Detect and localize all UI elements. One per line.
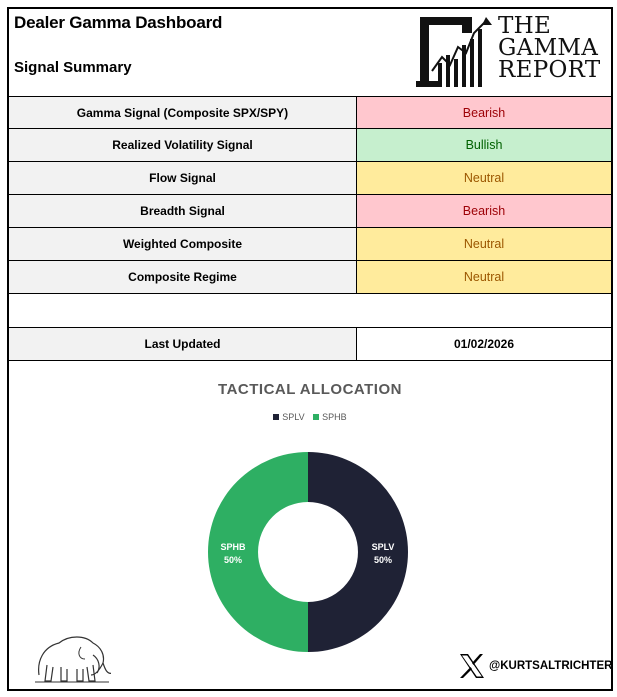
dashboard-header <box>9 9 611 97</box>
legend-item-splv <box>273 412 304 422</box>
signal-value: Bullish <box>357 129 611 161</box>
legend-label: SPLV <box>282 412 305 422</box>
donut-label-value: 50% <box>223 555 243 565</box>
allocation-donut-chart <box>203 447 413 657</box>
signal-label: Breadth Signal <box>9 195 357 227</box>
logo-wordmark <box>498 15 601 81</box>
table-row <box>9 129 611 162</box>
signal-label: Weighted Composite <box>9 228 357 260</box>
twitter-handle[interactable] <box>458 651 612 681</box>
chart-title: TACTICAL ALLOCATION <box>218 381 402 398</box>
signal-label: Composite Regime <box>9 261 357 293</box>
table-spacer-row <box>9 294 611 328</box>
elephant-icon <box>33 625 111 685</box>
x-logo-icon <box>458 652 486 680</box>
signal-value: Bearish <box>357 195 611 227</box>
handle-text[interactable]: @KURTSALTRICHTER <box>489 660 613 672</box>
table-row <box>9 195 611 228</box>
donut-label-category: SPLV <box>371 542 395 552</box>
donut-label-category: SPHB <box>220 542 246 552</box>
signal-value: Bearish <box>357 97 611 128</box>
page-title: Dealer Gamma Dashboard <box>14 13 223 32</box>
signal-value: Neutral <box>357 228 611 260</box>
signal-label: Realized Volatility Signal <box>9 129 357 161</box>
gamma-report-logo <box>416 15 604 91</box>
legend-item-sphb <box>313 412 347 422</box>
donut-slice-splv <box>308 452 408 652</box>
signal-value: Neutral <box>357 162 611 194</box>
signal-label: Flow Signal <box>9 162 357 194</box>
donut-slice-sphb <box>208 452 308 652</box>
legend-label: SPHB <box>322 412 347 422</box>
signal-value: Neutral <box>357 261 611 293</box>
last-updated-value: 01/02/2026 <box>357 328 611 360</box>
table-row <box>9 162 611 195</box>
dashboard-frame <box>7 7 613 691</box>
gamma-chart-logo-icon <box>416 15 496 89</box>
logo-line-the: THE <box>498 13 552 39</box>
donut-label-value: 50% <box>373 555 393 565</box>
logo-line-gamma: GAMMA <box>498 35 599 61</box>
allocation-chart-area <box>9 361 611 689</box>
legend-swatch-sphb <box>313 414 319 420</box>
chart-legend <box>9 412 611 422</box>
last-updated-label: Last Updated <box>9 328 357 360</box>
signal-table <box>9 96 611 361</box>
table-row <box>9 228 611 261</box>
page-subtitle: Signal Summary <box>14 59 132 76</box>
table-row <box>9 261 611 294</box>
signal-label: Gamma Signal (Composite SPX/SPY) <box>9 97 357 128</box>
last-updated-row <box>9 328 611 361</box>
logo-line-report: REPORT <box>498 57 601 83</box>
table-row <box>9 96 611 129</box>
legend-swatch-splv <box>273 414 279 420</box>
